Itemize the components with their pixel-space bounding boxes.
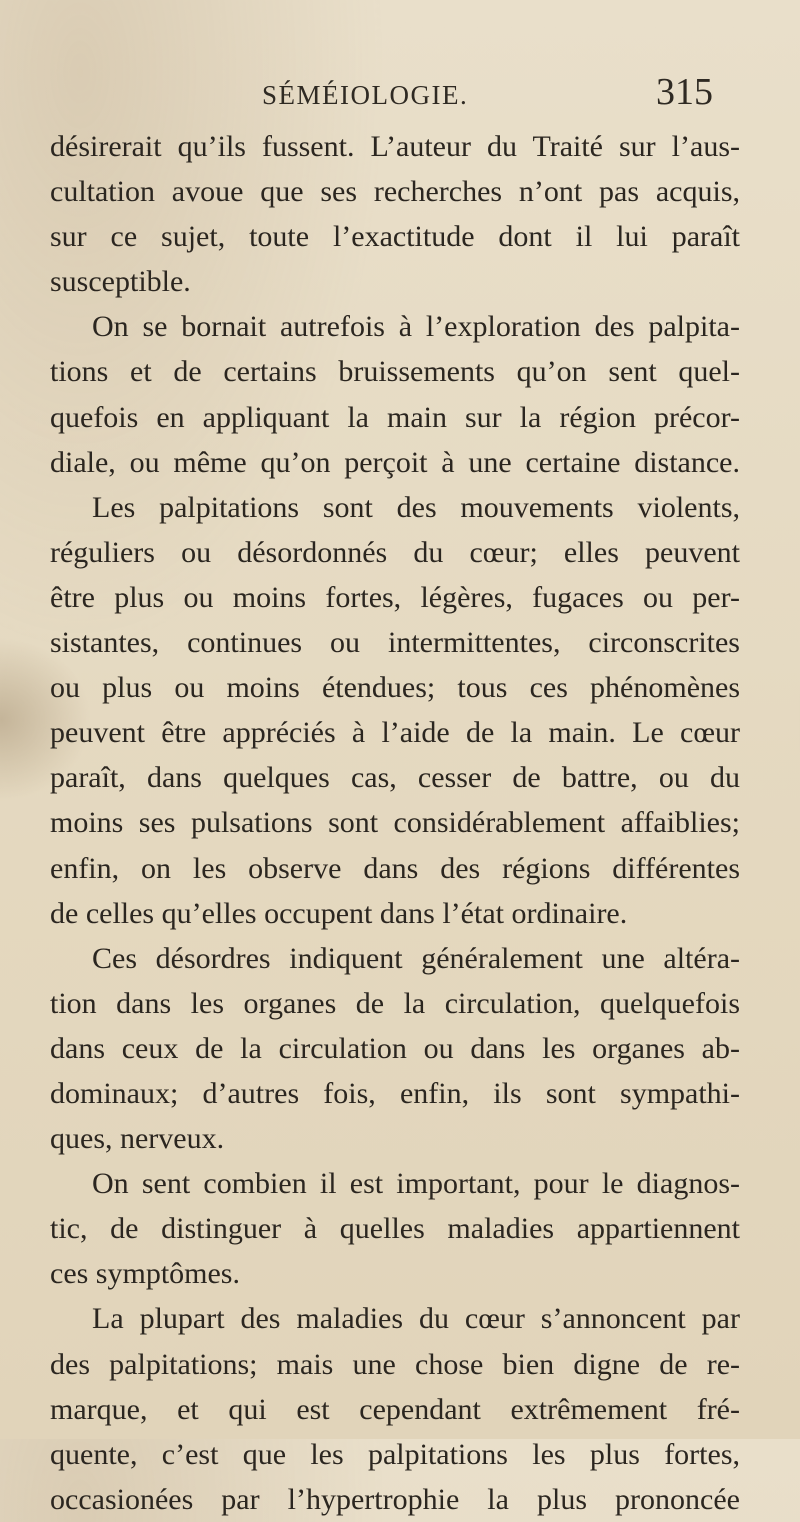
text-line: marque, et qui est cependant extrêmement fré- [50,1392,740,1426]
paragraph-start-line: Ces désordres indiquent généralement une altéra- [92,941,740,975]
text-line: dominaux; d’autres fois, enfin, ils sont sympathi- [50,1076,740,1110]
text-line: peuvent être appréciés à l’aide de la main. Le cœur [50,716,740,750]
running-title: SÉMÉIOLOGIE. [262,80,469,110]
text-line: tic, de distinguer à quelles maladies appartiennent [50,1212,740,1246]
text-line: paraît, dans quelques cas, cesser de battre, ou du [50,761,740,795]
text-line: quefois en appliquant la main sur la région précor- [50,400,740,434]
text-line: réguliers ou désordonnés du cœur; elles peuvent [50,535,740,569]
text-line: ques, nerveux. [50,1122,225,1156]
text-line: tion dans les organes de la circulation, quelquefois [50,986,740,1020]
text-line: cultation avoue que ses recherches n’ont pas acquis, [50,175,740,209]
text-line: sur ce sujet, toute l’exactitude dont il lui paraît [50,220,740,254]
body-text [50,124,740,1522]
text-line: ces symptômes. [50,1257,240,1291]
paragraph-start-line: On sent combien il est important, pour le diagnos- [92,1167,740,1201]
text-line: de celles qu’elles occupent dans l’état ordinaire. [50,896,628,930]
paragraph-start-line: La plupart des maladies du cœur s’annoncent par [92,1302,740,1336]
text-line: susceptible. [50,265,191,299]
text-line: quente, c’est que les palpitations les plus fortes, [50,1437,740,1471]
text-line: ou plus ou moins étendues; tous ces phénomènes [50,671,740,705]
paragraph-start-line: Les palpitations sont des mouvements violents, [92,490,740,524]
text-line: sistantes, continues ou intermittentes, circonscrites [50,626,740,660]
text-line: moins ses pulsations sont considérablement affaiblies; [50,806,740,840]
text-line: dans ceux de la circulation ou dans les organes ab- [50,1031,740,1065]
paragraph-start-line: On se bornait autrefois à l’exploration des palpita- [92,310,740,344]
text-line: enfin, on les observe dans des régions différentes [50,851,740,885]
text-line: désirerait qu’ils fussent. L’auteur du Traité sur l’aus- [50,130,740,163]
page-header [0,70,800,120]
page-number: 315 [656,71,713,113]
text-line: occasionées par l’hypertrophie la plus prononcée [50,1482,740,1516]
text-line: tions et de certains bruissements qu’on sent quel- [50,355,740,389]
text-line: diale, ou même qu’on perçoit à une certaine distance. [50,445,740,479]
text-line: des palpitations; mais une chose bien digne de re- [50,1347,740,1381]
text-line: être plus ou moins fortes, légères, fugaces ou per- [50,580,740,614]
